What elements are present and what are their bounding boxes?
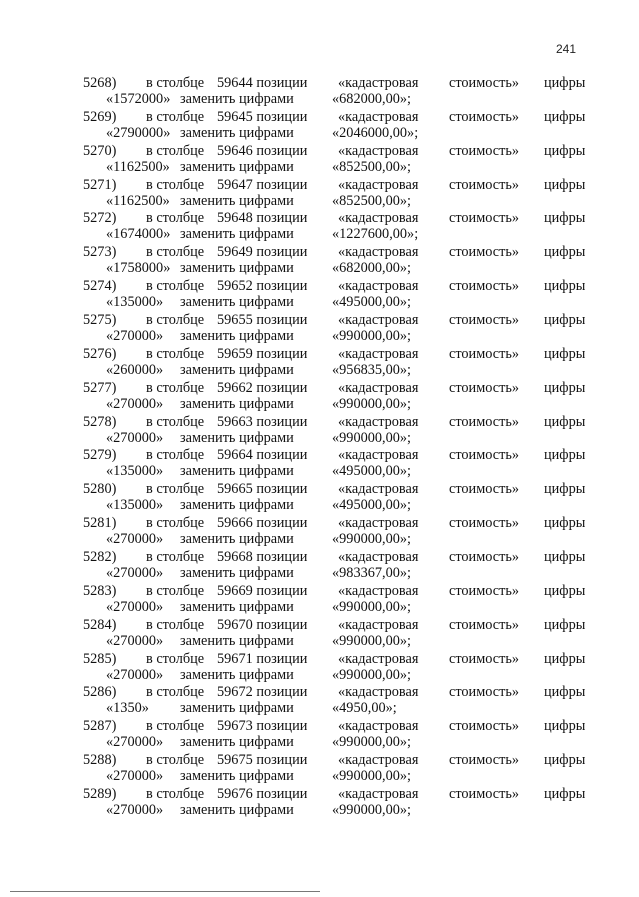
position-number: 59644 [217, 75, 253, 91]
new-value: «990000,00»; [332, 429, 412, 446]
position-ref [217, 312, 307, 329]
column-label: в столбце [146, 345, 205, 362]
position-number: 59664 [217, 447, 253, 464]
item-number: 5282) [83, 549, 117, 566]
digits-label: цифры [544, 142, 586, 159]
new-value: «990000,00»; [332, 666, 412, 683]
old-value: «270000» [106, 565, 164, 582]
new-value: «990000,00»; [332, 395, 412, 412]
cost-label: стоимость» [449, 312, 520, 329]
old-value: «135000» [106, 497, 164, 514]
cadastral-label: «кадастровая [338, 210, 419, 227]
position-label: позиции [256, 684, 308, 701]
item-number: 5277) [83, 379, 117, 396]
position-number: 59670 [217, 616, 253, 633]
position-ref [217, 786, 307, 803]
amendment-item [0, 143, 639, 177]
replace-label: заменить цифрами [180, 328, 294, 345]
old-value: «260000» [106, 361, 164, 378]
cadastral-label: «кадастровая [338, 345, 419, 362]
position-ref [217, 481, 307, 498]
cost-label: стоимость» [449, 718, 520, 735]
position-ref [217, 346, 307, 363]
digits-label: цифры [544, 278, 586, 295]
replace-label: заменить цифрами [180, 632, 294, 649]
column-label: в столбце [146, 244, 205, 261]
item-number: 5281) [83, 515, 117, 532]
digits-label: цифры [544, 345, 586, 362]
position-number: 59671 [217, 650, 253, 667]
cost-label: стоимость» [449, 108, 520, 125]
cadastral-label: «кадастровая [338, 752, 419, 769]
old-value: «270000» [106, 328, 164, 345]
position-label: позиции [256, 379, 308, 396]
position-number: 59673 [217, 718, 253, 735]
cadastral-label: «кадастровая [338, 582, 419, 599]
new-value: «956835,00»; [332, 361, 412, 378]
column-label: в столбце [146, 210, 205, 227]
position-label: позиции [256, 616, 308, 633]
replace-label: заменить цифрами [180, 158, 294, 175]
cost-label: стоимость» [449, 244, 520, 261]
new-value: «990000,00»; [332, 531, 412, 548]
old-value: «270000» [106, 666, 164, 683]
cost-label: стоимость» [449, 447, 520, 464]
position-number: 59675 [217, 752, 253, 769]
cost-label: стоимость» [449, 176, 520, 193]
new-value: «852500,00»; [332, 158, 412, 175]
amendment-item [0, 617, 639, 651]
position-number: 59645 [217, 108, 253, 125]
digits-label: цифры [544, 244, 586, 261]
new-value: «495000,00»; [332, 463, 412, 480]
item-number: 5286) [83, 684, 117, 701]
replace-label: заменить цифрами [180, 429, 294, 446]
amendment-item [0, 346, 639, 380]
position-number: 59655 [217, 312, 253, 329]
new-value: «990000,00»; [332, 802, 412, 819]
new-value: «990000,00»; [332, 598, 412, 615]
position-label: позиции [256, 650, 308, 667]
position-label: позиции [256, 718, 308, 735]
position-label: позиции [256, 278, 308, 295]
digits-label: цифры [544, 447, 586, 464]
digits-label: цифры [544, 786, 586, 803]
position-label: позиции [256, 345, 308, 362]
footer-divider [10, 891, 320, 892]
digits-label: цифры [544, 176, 586, 193]
replace-label: заменить цифрами [180, 497, 294, 514]
digits-label: цифры [544, 75, 586, 91]
position-number: 59646 [217, 142, 253, 159]
item-number: 5268) [83, 75, 117, 91]
position-label: позиции [256, 413, 308, 430]
old-value: «135000» [106, 294, 164, 311]
replace-label: заменить цифрами [180, 531, 294, 548]
new-value: «495000,00»; [332, 294, 412, 311]
digits-label: цифры [544, 582, 586, 599]
position-label: позиции [256, 752, 308, 769]
old-value: «135000» [106, 463, 164, 480]
old-value: «1350» [106, 700, 149, 717]
new-value: «990000,00»; [332, 768, 412, 785]
item-number: 5273) [83, 244, 117, 261]
amendment-item [0, 786, 639, 820]
old-value: «1674000» [106, 226, 171, 243]
column-label: в столбце [146, 616, 205, 633]
amendment-item [0, 244, 639, 278]
digits-label: цифры [544, 379, 586, 396]
column-label: в столбце [146, 718, 205, 735]
old-value: «270000» [106, 395, 164, 412]
position-label: позиции [256, 142, 308, 159]
column-label: в столбце [146, 481, 205, 498]
cadastral-label: «кадастровая [338, 312, 419, 329]
cost-label: стоимость» [449, 650, 520, 667]
cadastral-label: «кадастровая [338, 616, 419, 633]
new-value: «495000,00»; [332, 497, 412, 514]
item-number: 5285) [83, 650, 117, 667]
item-number: 5283) [83, 582, 117, 599]
position-ref [217, 684, 307, 701]
old-value: «270000» [106, 734, 164, 751]
position-ref [217, 617, 307, 634]
item-number: 5269) [83, 108, 117, 125]
position-ref [217, 651, 307, 668]
position-number: 59659 [217, 345, 253, 362]
replace-label: заменить цифрами [180, 124, 294, 141]
replace-label: заменить цифрами [180, 192, 294, 209]
column-label: в столбце [146, 752, 205, 769]
amendment-item [0, 583, 639, 617]
digits-label: цифры [544, 718, 586, 735]
position-label: позиции [256, 176, 308, 193]
cadastral-label: «кадастровая [338, 786, 419, 803]
cost-label: стоимость» [449, 684, 520, 701]
digits-label: цифры [544, 312, 586, 329]
item-number: 5288) [83, 752, 117, 769]
replace-label: заменить цифрами [180, 802, 294, 819]
new-value: «4950,00»; [332, 700, 397, 717]
old-value: «270000» [106, 531, 164, 548]
old-value: «270000» [106, 768, 164, 785]
position-number: 59666 [217, 515, 253, 532]
cost-label: стоимость» [449, 786, 520, 803]
digits-label: цифры [544, 549, 586, 566]
position-number: 59676 [217, 786, 253, 803]
position-label: позиции [256, 108, 308, 125]
replace-label: заменить цифрами [180, 700, 294, 717]
cadastral-label: «кадастровая [338, 515, 419, 532]
cost-label: стоимость» [449, 549, 520, 566]
cadastral-label: «кадастровая [338, 718, 419, 735]
replace-label: заменить цифрами [180, 768, 294, 785]
cost-label: стоимость» [449, 481, 520, 498]
old-value: «2790000» [106, 124, 171, 141]
cadastral-label: «кадастровая [338, 481, 419, 498]
new-value: «990000,00»; [332, 632, 412, 649]
item-number: 5275) [83, 312, 117, 329]
cadastral-label: «кадастровая [338, 549, 419, 566]
cadastral-label: «кадастровая [338, 75, 419, 91]
position-number: 59647 [217, 176, 253, 193]
digits-label: цифры [544, 108, 586, 125]
item-number: 5276) [83, 345, 117, 362]
cost-label: стоимость» [449, 582, 520, 599]
position-label: позиции [256, 515, 308, 532]
old-value: «270000» [106, 632, 164, 649]
cost-label: стоимость» [449, 515, 520, 532]
cadastral-label: «кадастровая [338, 244, 419, 261]
column-label: в столбце [146, 75, 205, 91]
amendment-item [0, 278, 639, 312]
replace-label: заменить цифрами [180, 598, 294, 615]
position-label: позиции [256, 244, 308, 261]
cadastral-label: «кадастровая [338, 108, 419, 125]
new-value: «990000,00»; [332, 734, 412, 751]
position-number: 59648 [217, 210, 253, 227]
position-ref [217, 210, 307, 227]
column-label: в столбце [146, 379, 205, 396]
position-ref [217, 752, 307, 769]
cost-label: стоимость» [449, 278, 520, 295]
amendment-item [0, 515, 639, 549]
position-number: 59662 [217, 379, 253, 396]
cadastral-label: «кадастровая [338, 379, 419, 396]
new-value: «2046000,00»; [332, 124, 419, 141]
column-label: в столбце [146, 278, 205, 295]
digits-label: цифры [544, 515, 586, 532]
column-label: в столбце [146, 176, 205, 193]
position-label: позиции [256, 210, 308, 227]
item-number: 5279) [83, 447, 117, 464]
replace-label: заменить цифрами [180, 260, 294, 277]
amendment-item [0, 177, 639, 211]
page-number: 241 [556, 42, 577, 56]
cadastral-label: «кадастровая [338, 142, 419, 159]
position-ref [217, 549, 307, 566]
position-ref [217, 244, 307, 261]
digits-label: цифры [544, 413, 586, 430]
column-label: в столбце [146, 684, 205, 701]
cost-label: стоимость» [449, 75, 520, 91]
digits-label: цифры [544, 210, 586, 227]
old-value: «1758000» [106, 260, 171, 277]
position-ref [217, 278, 307, 295]
position-ref [217, 109, 307, 126]
replace-label: заменить цифрами [180, 226, 294, 243]
replace-label: заменить цифрами [180, 666, 294, 683]
amendment-item [0, 380, 639, 414]
digits-label: цифры [544, 481, 586, 498]
cost-label: стоимость» [449, 752, 520, 769]
position-label: позиции [256, 582, 308, 599]
cadastral-label: «кадастровая [338, 278, 419, 295]
position-label: позиции [256, 786, 308, 803]
replace-label: заменить цифрами [180, 734, 294, 751]
item-number: 5284) [83, 616, 117, 633]
cadastral-label: «кадастровая [338, 650, 419, 667]
column-label: в столбце [146, 515, 205, 532]
amendment-item [0, 447, 639, 481]
position-label: позиции [256, 549, 308, 566]
digits-label: цифры [544, 650, 586, 667]
position-ref [217, 143, 307, 160]
position-label: позиции [256, 312, 308, 329]
digits-label: цифры [544, 616, 586, 633]
column-label: в столбце [146, 650, 205, 667]
old-value: «1162500» [106, 192, 170, 209]
position-number: 59668 [217, 549, 253, 566]
cadastral-label: «кадастровая [338, 684, 419, 701]
new-value: «852500,00»; [332, 192, 412, 209]
column-label: в столбце [146, 108, 205, 125]
column-label: в столбце [146, 312, 205, 329]
position-number: 59669 [217, 582, 253, 599]
replace-label: заменить цифрами [180, 361, 294, 378]
replace-label: заменить цифрами [180, 294, 294, 311]
position-label: позиции [256, 447, 308, 464]
new-value: «682000,00»; [332, 260, 412, 277]
old-value: «270000» [106, 429, 164, 446]
position-ref [217, 414, 307, 431]
position-ref [217, 447, 307, 464]
amendment-item [0, 684, 639, 718]
replace-label: заменить цифрами [180, 463, 294, 480]
amendment-item [0, 109, 639, 143]
digits-label: цифры [544, 684, 586, 701]
column-label: в столбце [146, 447, 205, 464]
new-value: «682000,00»; [332, 91, 412, 107]
item-number: 5280) [83, 481, 117, 498]
position-ref [217, 177, 307, 194]
replace-label: заменить цифрами [180, 565, 294, 582]
cadastral-label: «кадастровая [338, 447, 419, 464]
column-label: в столбце [146, 142, 205, 159]
old-value: «1572000» [106, 91, 171, 107]
position-ref [217, 583, 307, 600]
cadastral-label: «кадастровая [338, 176, 419, 193]
item-number: 5278) [83, 413, 117, 430]
column-label: в столбце [146, 413, 205, 430]
item-number: 5289) [83, 786, 117, 803]
column-label: в столбце [146, 786, 205, 803]
item-number: 5287) [83, 718, 117, 735]
amendment-item [0, 718, 639, 752]
cost-label: стоимость» [449, 413, 520, 430]
cost-label: стоимость» [449, 616, 520, 633]
cost-label: стоимость» [449, 345, 520, 362]
amendment-item [0, 75, 639, 109]
item-number: 5272) [83, 210, 117, 227]
amendment-list [0, 75, 639, 820]
cadastral-label: «кадастровая [338, 413, 419, 430]
cost-label: стоимость» [449, 142, 520, 159]
position-number: 59663 [217, 413, 253, 430]
position-ref [217, 75, 307, 92]
new-value: «1227600,00»; [332, 226, 419, 243]
position-number: 59652 [217, 278, 253, 295]
item-number: 5274) [83, 278, 117, 295]
cost-label: стоимость» [449, 210, 520, 227]
amendment-item [0, 549, 639, 583]
position-label: позиции [256, 75, 308, 91]
digits-label: цифры [544, 752, 586, 769]
position-number: 59665 [217, 481, 253, 498]
old-value: «1162500» [106, 158, 170, 175]
position-ref [217, 515, 307, 532]
item-number: 5270) [83, 142, 117, 159]
new-value: «990000,00»; [332, 328, 412, 345]
old-value: «270000» [106, 598, 164, 615]
replace-label: заменить цифрами [180, 91, 294, 107]
column-label: в столбце [146, 549, 205, 566]
column-label: в столбце [146, 582, 205, 599]
new-value: «983367,00»; [332, 565, 412, 582]
position-ref [217, 380, 307, 397]
position-number: 59672 [217, 684, 253, 701]
amendment-item [0, 414, 639, 448]
amendment-item [0, 651, 639, 685]
amendment-item [0, 210, 639, 244]
amendment-item [0, 312, 639, 346]
position-number: 59649 [217, 244, 253, 261]
replace-label: заменить цифрами [180, 395, 294, 412]
position-ref [217, 718, 307, 735]
cost-label: стоимость» [449, 379, 520, 396]
amendment-item [0, 481, 639, 515]
position-label: позиции [256, 481, 308, 498]
old-value: «270000» [106, 802, 164, 819]
item-number: 5271) [83, 176, 117, 193]
amendment-item [0, 752, 639, 786]
